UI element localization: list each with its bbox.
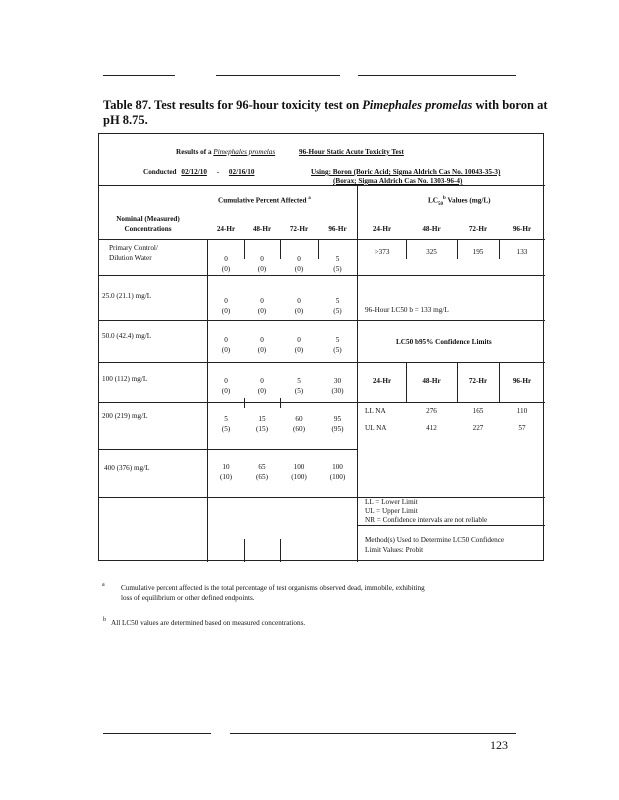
- vrule-tick-a: [244, 398, 245, 408]
- cell-pct: 30 (30): [331, 377, 344, 395]
- cpa-header: Cumulative Percent Affected $^a$: [218, 196, 311, 205]
- ll-value: 165: [472, 407, 484, 415]
- ul-label: UL NA: [365, 424, 387, 432]
- rule-row-3: [99, 362, 545, 363]
- row-label: 400 (376) mg/L: [104, 464, 150, 472]
- cell-pct: 65 (65): [256, 463, 268, 481]
- page-number: 123: [490, 738, 508, 752]
- conducted-line: Conducted 02/12/10 - 02/16/10: [143, 168, 255, 176]
- cell-pct: 0 (0): [257, 377, 267, 395]
- header-rule-3: [358, 75, 516, 76]
- using-line: Using: Boron (Boric Acid; Sigma Aldrich Cas No. 10043-35-3): [311, 168, 501, 176]
- cell-pct: 0 (0): [221, 336, 231, 354]
- conf-hour-24: 24-Hr: [372, 377, 392, 385]
- cell-pct: 5 (5): [333, 336, 342, 354]
- hour-cpa-96: 96-Hr: [328, 225, 347, 233]
- table-title: Table 87. Test results for 96-hour toxicity test on Pimephales promelas with boron at pH 8.75.: [103, 98, 548, 127]
- confidence-title: LC50 b95% Confidence Limits: [396, 338, 492, 346]
- conf-hour-72: 72-Hr: [468, 377, 488, 385]
- cell-pct: 0 (0): [221, 377, 231, 395]
- cell-pct: 0 (0): [294, 297, 304, 315]
- hour-lc-72: 72-Hr: [468, 225, 488, 233]
- vrule-bottom-2: [280, 539, 281, 562]
- hour-lc-48: 48-Hr: [422, 225, 441, 233]
- footnote-b-mark: b: [103, 617, 106, 623]
- lc-value-96: 133: [516, 248, 528, 256]
- cell-pct: 0 (0): [294, 336, 304, 354]
- cell-pct: 0 (0): [221, 297, 231, 315]
- cell-pct: 0 (0): [257, 255, 267, 273]
- footnote-b: All LC50 values are determined based on measured concentrations.: [111, 619, 306, 627]
- cell-pct: 15 (15): [256, 415, 268, 433]
- hour-lc-24: 24-Hr: [372, 225, 392, 233]
- borax-line: (Borax; Sigma Aldrich Cas No. 1303-96-4): [333, 177, 463, 185]
- footnote-a: Cumulative percent affected is the total percentage of test organisms observed dead, immobile, exhibiting loss of equilibrium or other defined endpoints.: [121, 584, 425, 602]
- row-label: 25.0 (21.1) mg/L: [102, 292, 152, 300]
- ul-value: 227: [472, 424, 484, 432]
- rule-row-5: [99, 449, 357, 450]
- ll-label: LL NA: [365, 407, 386, 415]
- cell-pct: 0 (0): [221, 255, 231, 273]
- cell-pct: 5 (5): [333, 297, 342, 315]
- vrule-cpa-lc: [357, 185, 358, 562]
- cell-pct: 5 (5): [221, 415, 231, 433]
- hour-cpa-72: 72-Hr: [289, 225, 309, 233]
- row-label: Primary Control/ Dilution Water: [109, 244, 158, 262]
- ul-value: 412: [426, 424, 437, 432]
- row-label: 200 (219) mg/L: [102, 412, 148, 420]
- vrule-concentration: [207, 239, 208, 562]
- hour-cpa-24: 24-Hr: [216, 225, 236, 233]
- cell-pct: 100 (100): [329, 463, 346, 481]
- conf-hour-48: 48-Hr: [422, 377, 441, 385]
- cell-pct: 0 (0): [257, 336, 267, 354]
- cell-pct: 100 (100): [291, 463, 307, 481]
- row-label: 50.0 (42.4) mg/L: [102, 332, 152, 340]
- cell-pct: 0 (0): [257, 297, 267, 315]
- cell-pct: 95 (95): [331, 415, 344, 433]
- ul-value: 57: [518, 424, 526, 432]
- rule-row-4: [99, 402, 545, 403]
- footer-rule-1: [103, 733, 211, 734]
- conf-hour-96: 96-Hr: [512, 377, 532, 385]
- legend-ll: LL = Lower Limit: [365, 498, 418, 506]
- rule-row-2: [99, 320, 545, 321]
- cell-pct: 10 (10): [220, 463, 232, 481]
- ll-value: 276: [426, 407, 437, 415]
- lc96-summary: 96-Hour LC50 b = 133 mg/L: [365, 306, 449, 314]
- lc-header: $LC_{50}^b$ Values (mg/L): [428, 196, 491, 207]
- hour-lc-96: 96-Hr: [512, 225, 532, 233]
- lc-value-48: 325: [426, 248, 437, 256]
- lc-value-24: >373: [374, 248, 390, 256]
- results-table: [98, 133, 544, 561]
- vrule-bottom-1: [244, 539, 245, 562]
- footnote-a-mark: a: [102, 582, 105, 588]
- cell-pct: 5 (5): [294, 377, 304, 395]
- nominal-header: Nominal (Measured) Concentrations: [116, 215, 180, 233]
- ll-value: 110: [516, 407, 528, 415]
- cell-pct: 60 (60): [293, 415, 305, 433]
- header-rule-1: [103, 75, 175, 76]
- row-label: 100 (112) mg/L: [102, 375, 148, 383]
- rule-row-7: [357, 525, 545, 526]
- cell-pct: 0 (0): [294, 255, 304, 273]
- results-line: Results of a Pimephales promelas 96-Hour Static Acute Toxicity Test: [176, 148, 404, 156]
- rule-row-6: [99, 497, 545, 498]
- rule-col-header: [99, 239, 545, 240]
- method-note: Method(s) Used to Determine LC50 Confidence Limit Values: Probit: [365, 536, 505, 554]
- rule-row-1: [99, 275, 545, 276]
- hour-cpa-48: 48-Hr: [252, 225, 272, 233]
- vrule-tick-b: [280, 398, 281, 408]
- header-rule-2: [216, 75, 340, 76]
- legend-ul: UL = Upper Limit: [365, 507, 418, 515]
- footer-rule-2: [230, 733, 516, 734]
- legend-nr: NR = Confidence intervals are not reliable: [365, 516, 488, 524]
- lc-value-72: 195: [472, 248, 484, 256]
- cell-pct: 5 (5): [333, 255, 342, 273]
- rule-header-bottom: [99, 185, 545, 186]
